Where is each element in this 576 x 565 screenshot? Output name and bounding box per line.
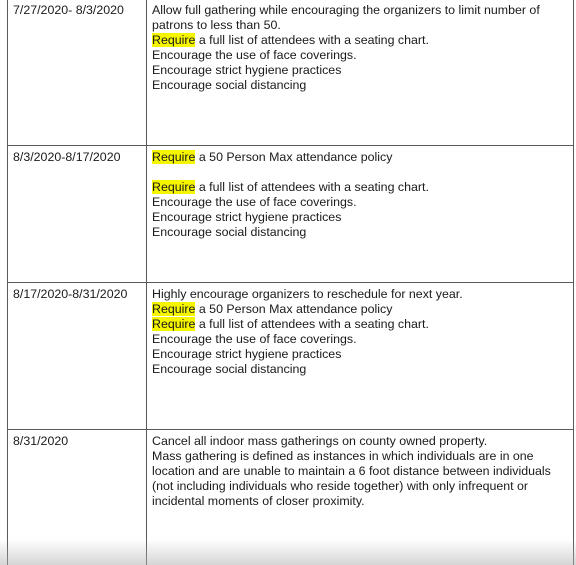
policy-line-text: a full list of attendees with a seating chart. — [195, 317, 429, 331]
policy-line: Encourage the use of face coverings. — [152, 332, 357, 346]
policy-line-text: a full list of attendees with a seating chart. — [195, 33, 429, 47]
date-range: 7/27/2020- 8/3/2020 — [13, 3, 124, 17]
policy-line: Encourage the use of face coverings. — [152, 48, 357, 62]
highlighted-word: Require — [152, 302, 196, 316]
policy-line: Encourage strict hygiene practices — [152, 63, 342, 77]
date-range: 8/17/2020-8/31/2020 — [13, 287, 128, 301]
policy-line-text: a full list of attendees with a seating chart. — [195, 180, 429, 194]
policy-line: Cancel all indoor mass gatherings on county owned property. — [152, 434, 488, 448]
policy-line: Encourage social distancing — [152, 362, 307, 376]
policy-cell — [147, 146, 574, 283]
policy-line: Encourage strict hygiene practices — [152, 210, 342, 224]
policy-cell — [147, 283, 574, 430]
policy-line: Allow full gathering while encouraging the organizers to limit number of patrons to less than 50. — [152, 3, 540, 32]
date-range: 8/3/2020-8/17/2020 — [13, 150, 121, 164]
policy-line-text: a 50 Person Max attendance policy — [195, 302, 393, 316]
policy-line — [152, 150, 569, 165]
policy-cell — [147, 430, 574, 565]
policy-cell — [147, 0, 574, 146]
table-row — [8, 283, 574, 430]
policy-line-text: a 50 Person Max attendance policy — [195, 150, 393, 164]
highlighted-word: Require — [152, 33, 196, 47]
table-row — [8, 146, 574, 283]
policy-line: Encourage strict hygiene practices — [152, 347, 342, 361]
policy-line — [152, 180, 569, 195]
policy-schedule-table — [7, 0, 574, 565]
highlighted-word: Require — [152, 180, 196, 194]
policy-line: Mass gathering is defined as instances in which individuals are in one location and are unable to maintain a 6 foot distance between individuals (not including individuals who reside together) with only infrequent or incidental moments of closer proximity. — [152, 449, 551, 508]
date-range-cell — [8, 430, 147, 565]
date-range: 8/31/2020 — [13, 434, 69, 448]
table-row — [8, 430, 574, 565]
policy-line: Encourage social distancing — [152, 225, 307, 239]
highlighted-word: Require — [152, 317, 196, 331]
policy-line — [152, 317, 569, 332]
policy-line — [152, 302, 569, 317]
policy-line: Highly encourage organizers to reschedule for next year. — [152, 287, 463, 301]
date-range-cell — [8, 146, 147, 283]
highlighted-word: Require — [152, 150, 196, 164]
policy-line: Encourage social distancing — [152, 78, 307, 92]
table-row — [8, 0, 574, 146]
date-range-cell — [8, 0, 147, 146]
date-range-cell — [8, 283, 147, 430]
policy-line: Encourage the use of face coverings. — [152, 195, 357, 209]
policy-line — [152, 33, 569, 48]
blank-line — [152, 165, 569, 180]
